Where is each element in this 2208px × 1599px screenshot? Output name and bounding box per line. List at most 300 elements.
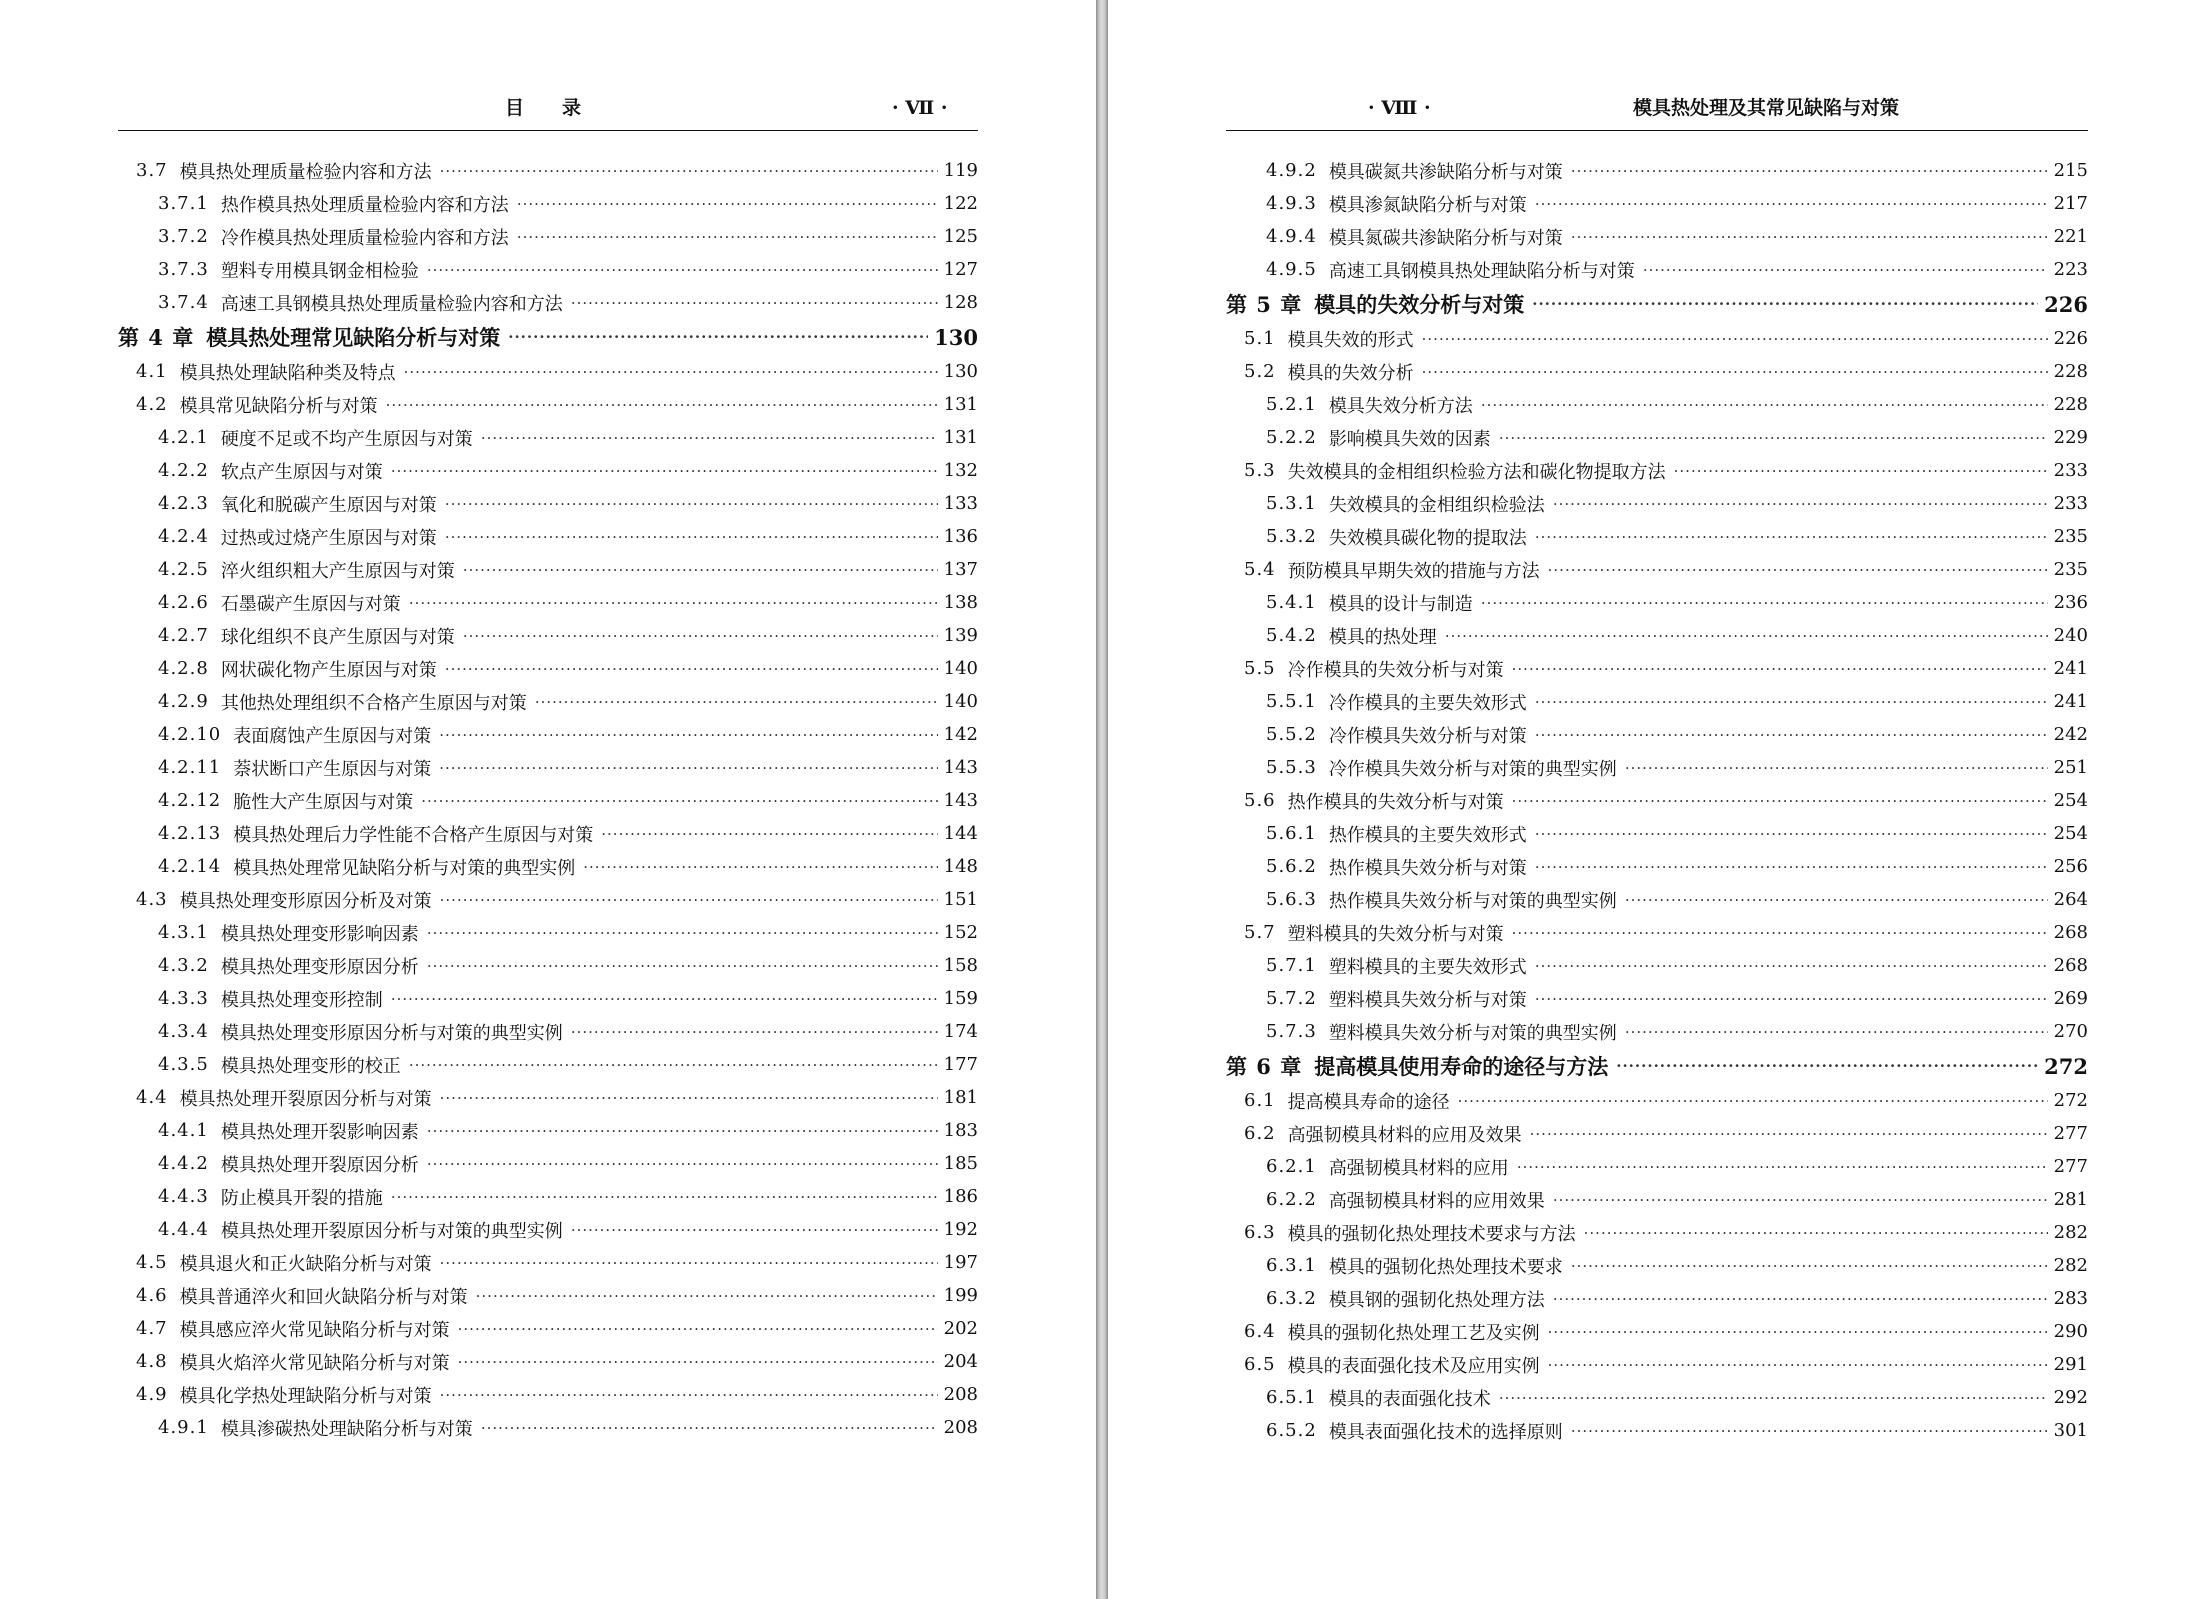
toc-entry[interactable] xyxy=(1226,1084,2088,1117)
toc-dot-leader xyxy=(1481,594,2048,612)
toc-dot-leader xyxy=(476,1287,938,1305)
toc-entry-title: 模具热处理常见缺陷分析与对策 xyxy=(206,325,501,350)
toc-entry[interactable] xyxy=(118,982,978,1015)
right-header-page-number: · Ⅷ · xyxy=(1368,97,1431,119)
toc-entry-page-number: 119 xyxy=(943,160,978,181)
toc-entry-number: 4.2.12 xyxy=(158,790,222,811)
toc-entry-page-number: 290 xyxy=(2053,1321,2088,1342)
toc-entry-page-number: 177 xyxy=(943,1054,978,1075)
toc-entry-number: 4.4.3 xyxy=(158,1186,209,1207)
toc-entry[interactable] xyxy=(118,421,978,454)
toc-entry-page-number: 242 xyxy=(2053,724,2088,745)
toc-entry[interactable] xyxy=(1226,187,2088,220)
left-header-rule xyxy=(118,130,978,131)
toc-entry[interactable] xyxy=(118,619,978,652)
toc-dot-leader xyxy=(440,1254,938,1272)
toc-entry[interactable] xyxy=(1226,751,2088,784)
right-toc-list xyxy=(1226,154,2088,1447)
right-header-rule xyxy=(1226,130,2088,131)
toc-entry-number: 6.5.1 xyxy=(1266,1387,1317,1408)
toc-entry-title: 过热或过烧产生原因与对策 xyxy=(220,527,437,549)
toc-dot-leader xyxy=(1553,1290,2048,1308)
toc-entry-page-number: 241 xyxy=(2053,658,2088,679)
toc-dot-leader xyxy=(409,594,938,612)
toc-entry-number: 4.2.2 xyxy=(158,460,209,481)
toc-entry[interactable] xyxy=(118,1213,978,1246)
toc-entry[interactable] xyxy=(118,916,978,949)
toc-entry[interactable] xyxy=(1226,1282,2088,1315)
toc-entry-page-number: 130 xyxy=(934,324,978,350)
toc-dot-leader xyxy=(427,924,938,942)
toc-entry-title: 模具的强韧化热处理技术要求 xyxy=(1328,1256,1563,1278)
toc-entry[interactable] xyxy=(1226,883,2088,916)
toc-entry[interactable] xyxy=(1226,619,2088,652)
toc-entry-title: 模具失效分析方法 xyxy=(1328,395,1473,417)
toc-entry-title: 萘状断口产生原因与对策 xyxy=(233,758,432,780)
toc-entry-page-number: 281 xyxy=(2053,1189,2088,1210)
toc-entry-number: 5.4.1 xyxy=(1266,592,1317,613)
toc-chapter-entry[interactable] xyxy=(1226,286,2088,322)
toc-entry-title: 高强韧模具材料的应用及效果 xyxy=(1287,1124,1522,1146)
toc-entry-number: 5.1 xyxy=(1244,328,1276,349)
toc-entry-title: 模具热处理变形原因分析 xyxy=(220,956,419,978)
toc-entry-number: 4.5 xyxy=(136,1252,168,1273)
toc-entry-page-number: 183 xyxy=(943,1120,978,1141)
toc-dot-leader xyxy=(1535,825,2048,843)
toc-dot-leader xyxy=(391,990,938,1008)
toc-entry-page-number: 254 xyxy=(2053,823,2088,844)
toc-entry-title: 热作模具热处理质量检验内容和方法 xyxy=(220,194,509,216)
toc-entry-number: 4.6 xyxy=(136,1285,168,1306)
toc-entry[interactable] xyxy=(1226,1216,2088,1249)
toc-entry[interactable] xyxy=(1226,1414,2088,1447)
toc-entry-page-number: 236 xyxy=(2053,592,2088,613)
toc-entry-page-number: 142 xyxy=(943,724,978,745)
toc-chapter-entry[interactable] xyxy=(118,319,978,355)
toc-entry-title: 模具热处理开裂原因分析 xyxy=(220,1154,419,1176)
toc-dot-leader xyxy=(404,363,938,381)
toc-entry-title: 球化组织不良产生原因与对策 xyxy=(220,626,455,648)
toc-dot-leader xyxy=(458,1320,938,1338)
toc-entry-number: 5.7.2 xyxy=(1266,988,1317,1009)
toc-entry-number: 5.7.1 xyxy=(1266,955,1317,976)
toc-entry-title: 塑料专用模具钢金相检验 xyxy=(220,260,419,282)
toc-entry-page-number: 217 xyxy=(2053,193,2088,214)
toc-entry-number: 4.4.4 xyxy=(158,1219,209,1240)
toc-entry[interactable] xyxy=(118,454,978,487)
toc-entry-title: 冷作模具的主要失效形式 xyxy=(1328,692,1527,714)
toc-entry[interactable] xyxy=(118,685,978,718)
toc-dot-leader xyxy=(1625,1023,2048,1041)
toc-entry-page-number: 235 xyxy=(2053,526,2088,547)
toc-dot-leader xyxy=(427,1155,938,1173)
toc-entry-number: 3.7.4 xyxy=(158,292,209,313)
toc-dot-leader xyxy=(1481,396,2048,414)
toc-entry[interactable] xyxy=(1226,1150,2088,1183)
toc-entry-page-number: 136 xyxy=(943,526,978,547)
toc-entry[interactable] xyxy=(1226,487,2088,520)
toc-entry-title: 表面腐蚀产生原因与对策 xyxy=(233,725,432,747)
toc-entry-title: 淬火组织粗大产生原因与对策 xyxy=(220,560,455,582)
toc-dot-leader xyxy=(440,162,938,180)
toc-entry[interactable] xyxy=(1226,1381,2088,1414)
toc-entry[interactable] xyxy=(1226,784,2088,817)
toc-entry[interactable] xyxy=(1226,253,2088,286)
toc-entry-number: 5.4.2 xyxy=(1266,625,1317,646)
toc-dot-leader xyxy=(1625,891,2048,909)
toc-entry-number: 6.3.1 xyxy=(1266,1255,1317,1276)
toc-entry-title: 高强韧模具材料的应用效果 xyxy=(1328,1190,1545,1212)
toc-entry-page-number: 143 xyxy=(943,790,978,811)
toc-entry-number: 6.3 xyxy=(1244,1222,1276,1243)
toc-dot-leader xyxy=(1548,561,2048,579)
toc-entry[interactable] xyxy=(118,949,978,982)
toc-entry-number: 6.5 xyxy=(1244,1354,1276,1375)
toc-entry[interactable] xyxy=(1226,322,2088,355)
toc-entry-page-number: 139 xyxy=(943,625,978,646)
toc-entry-page-number: 131 xyxy=(943,394,978,415)
toc-entry[interactable] xyxy=(1226,388,2088,421)
toc-entry-title: 冷作模具失效分析与对策 xyxy=(1328,725,1527,747)
left-toc-list xyxy=(118,154,978,1444)
toc-entry-number: 5.2 xyxy=(1244,361,1276,382)
toc-dot-leader xyxy=(445,495,938,513)
toc-dot-leader xyxy=(583,858,937,876)
toc-entry-number: 3.7.3 xyxy=(158,259,209,280)
toc-entry-page-number: 282 xyxy=(2053,1255,2088,1276)
toc-entry[interactable] xyxy=(118,1180,978,1213)
toc-entry[interactable] xyxy=(1226,1249,2088,1282)
toc-entry-number: 4.2.8 xyxy=(158,658,209,679)
toc-entry-number: 5.6.3 xyxy=(1266,889,1317,910)
toc-entry-title: 网状碳化物产生原因与对策 xyxy=(220,659,437,681)
toc-entry-title: 模具的强韧化热处理工艺及实例 xyxy=(1287,1322,1540,1344)
toc-entry-page-number: 148 xyxy=(943,856,978,877)
toc-entry-number: 4.2.11 xyxy=(158,757,222,778)
toc-entry-title: 塑料模具的主要失效形式 xyxy=(1328,956,1527,978)
toc-dot-leader xyxy=(1571,162,2048,180)
toc-entry[interactable] xyxy=(118,1312,978,1345)
toc-dot-leader xyxy=(1616,1057,2038,1075)
toc-entry-page-number: 241 xyxy=(2053,691,2088,712)
toc-entry-title: 模具表面强化技术的选择原则 xyxy=(1328,1421,1563,1443)
toc-entry-number: 4.2.6 xyxy=(158,592,209,613)
toc-dot-leader xyxy=(1422,363,2048,381)
toc-dot-leader xyxy=(1535,858,2048,876)
toc-entry[interactable] xyxy=(118,883,978,916)
toc-dot-leader xyxy=(571,1023,938,1041)
toc-entry[interactable] xyxy=(118,850,978,883)
toc-entry-number: 6.2.2 xyxy=(1266,1189,1317,1210)
toc-entry[interactable] xyxy=(1226,220,2088,253)
toc-entry-page-number: 185 xyxy=(943,1153,978,1174)
toc-entry-number: 5.7 xyxy=(1244,922,1276,943)
toc-entry-page-number: 229 xyxy=(2053,427,2088,448)
toc-dot-leader xyxy=(1571,228,2048,246)
toc-dot-leader xyxy=(1625,759,2048,777)
toc-dot-leader xyxy=(481,429,938,447)
toc-entry-title: 模具的设计与制造 xyxy=(1328,593,1473,615)
toc-dot-leader xyxy=(427,261,938,279)
toc-entry-number: 6.1 xyxy=(1244,1090,1276,1111)
toc-entry-page-number: 159 xyxy=(943,988,978,1009)
toc-entry[interactable] xyxy=(118,1081,978,1114)
toc-entry-number: 5.6.2 xyxy=(1266,856,1317,877)
toc-dot-leader xyxy=(1532,295,2038,313)
toc-entry-page-number: 240 xyxy=(2053,625,2088,646)
toc-entry-title: 硬度不足或不均产生原因与对策 xyxy=(220,428,473,450)
toc-entry-page-number: 174 xyxy=(943,1021,978,1042)
toc-entry-number: 4.3.4 xyxy=(158,1021,209,1042)
toc-entry-number: 4.4.2 xyxy=(158,1153,209,1174)
toc-entry-page-number: 233 xyxy=(2053,460,2088,481)
toc-entry-number: 5.2.2 xyxy=(1266,427,1317,448)
toc-entry-title: 模具热处理变形控制 xyxy=(220,989,383,1011)
toc-entry[interactable] xyxy=(118,718,978,751)
toc-entry-page-number: 226 xyxy=(2044,291,2088,317)
toc-entry-page-number: 282 xyxy=(2053,1222,2088,1243)
toc-entry-number: 3.7.1 xyxy=(158,193,209,214)
toc-entry[interactable] xyxy=(118,586,978,619)
toc-entry-page-number: 301 xyxy=(2053,1420,2088,1441)
toc-entry-title: 冷作模具的失效分析与对策 xyxy=(1287,659,1504,681)
toc-dot-leader xyxy=(463,561,938,579)
toc-dot-leader xyxy=(1535,726,2048,744)
toc-entry-number: 3.7 xyxy=(136,160,168,181)
toc-entry[interactable] xyxy=(118,520,978,553)
toc-entry-page-number: 186 xyxy=(943,1186,978,1207)
left-page-header xyxy=(120,94,980,122)
toc-entry-page-number: 151 xyxy=(943,889,978,910)
toc-entry-page-number: 291 xyxy=(2053,1354,2088,1375)
toc-entry-page-number: 277 xyxy=(2053,1156,2088,1177)
toc-entry-page-number: 128 xyxy=(943,292,978,313)
toc-dot-leader xyxy=(409,1056,938,1074)
toc-entry-page-number: 269 xyxy=(2053,988,2088,1009)
toc-dot-leader xyxy=(1535,693,2048,711)
toc-entry-page-number: 158 xyxy=(943,955,978,976)
toc-entry-title: 防止模具开裂的措施 xyxy=(220,1187,383,1209)
toc-entry-page-number: 140 xyxy=(943,658,978,679)
toc-entry[interactable] xyxy=(1226,916,2088,949)
toc-entry[interactable] xyxy=(118,253,978,286)
toc-entry-title: 模具热处理变形原因分析及对策 xyxy=(179,890,432,912)
toc-entry-number: 4.2.7 xyxy=(158,625,209,646)
toc-entry-title: 石墨碳产生原因与对策 xyxy=(220,593,401,615)
toc-entry[interactable] xyxy=(1226,1183,2088,1216)
toc-dot-leader xyxy=(440,891,938,909)
toc-entry-title: 模具感应淬火常见缺陷分析与对策 xyxy=(179,1319,450,1341)
book-gutter xyxy=(1096,0,1108,1599)
right-page-header xyxy=(1228,94,2088,122)
toc-dot-leader xyxy=(1535,528,2048,546)
toc-dot-leader xyxy=(463,627,938,645)
toc-entry[interactable] xyxy=(1226,1015,2088,1048)
toc-entry-number: 5.7.3 xyxy=(1266,1021,1317,1042)
toc-entry[interactable] xyxy=(118,652,978,685)
toc-entry[interactable] xyxy=(1226,718,2088,751)
toc-entry-number: 4.2.9 xyxy=(158,691,209,712)
toc-entry-number: 6.2.1 xyxy=(1266,1156,1317,1177)
toc-entry[interactable] xyxy=(1226,1348,2088,1381)
toc-dot-leader xyxy=(1458,1092,2048,1110)
toc-dot-leader xyxy=(1548,1356,2048,1374)
toc-entry-title: 提高模具使用寿命的途径与方法 xyxy=(1314,1054,1609,1079)
toc-entry-page-number: 138 xyxy=(943,592,978,613)
toc-dot-leader xyxy=(1422,330,2048,348)
toc-entry-page-number: 226 xyxy=(2053,328,2088,349)
toc-entry-title: 模具的强韧化热处理技术要求与方法 xyxy=(1287,1223,1576,1245)
toc-dot-leader xyxy=(1512,660,2048,678)
toc-entry[interactable] xyxy=(118,220,978,253)
toc-entry-title: 模具普通淬火和回火缺陷分析与对策 xyxy=(179,1286,468,1308)
toc-entry-number: 4.9.4 xyxy=(1266,226,1317,247)
toc-entry-title: 模具热处理开裂原因分析与对策的典型实例 xyxy=(220,1220,563,1242)
toc-entry[interactable] xyxy=(118,1015,978,1048)
toc-entry[interactable] xyxy=(1226,685,2088,718)
toc-entry-title: 模具热处理变形影响因素 xyxy=(220,923,419,945)
toc-entry-title: 其他热处理组织不合格产生原因与对策 xyxy=(220,692,527,714)
toc-entry-page-number: 228 xyxy=(2053,361,2088,382)
toc-dot-leader xyxy=(427,1122,938,1140)
right-header-title: 模具热处理及其常见缺陷与对策 xyxy=(1633,97,1900,119)
toc-entry-number: 4.2.14 xyxy=(158,856,222,877)
toc-entry[interactable] xyxy=(118,286,978,319)
toc-entry-title: 失效模具的金相组织检验方法和碳化物提取方法 xyxy=(1287,461,1666,483)
toc-entry-title: 模具渗氮缺陷分析与对策 xyxy=(1328,194,1527,216)
toc-dot-leader xyxy=(1499,1389,2048,1407)
toc-entry-page-number: 202 xyxy=(943,1318,978,1339)
toc-dot-leader xyxy=(1535,957,2048,975)
toc-entry[interactable] xyxy=(118,1411,978,1444)
toc-entry-page-number: 125 xyxy=(943,226,978,247)
toc-entry-page-number: 192 xyxy=(943,1219,978,1240)
toc-entry-page-number: 127 xyxy=(943,259,978,280)
toc-entry-number: 5.5.3 xyxy=(1266,757,1317,778)
toc-entry[interactable] xyxy=(1226,817,2088,850)
toc-entry-title: 模具热处理后力学性能不合格产生原因与对策 xyxy=(233,824,594,846)
toc-dot-leader xyxy=(427,957,938,975)
toc-entry-page-number: 144 xyxy=(943,823,978,844)
toc-entry-number: 4.7 xyxy=(136,1318,168,1339)
toc-entry-title: 预防模具早期失效的措施与方法 xyxy=(1287,560,1540,582)
toc-entry[interactable] xyxy=(118,1378,978,1411)
toc-entry[interactable] xyxy=(118,355,978,388)
toc-entry[interactable] xyxy=(118,487,978,520)
toc-entry[interactable] xyxy=(1226,553,2088,586)
toc-entry-number: 6.4 xyxy=(1244,1321,1276,1342)
toc-entry-title: 失效模具碳化物的提取法 xyxy=(1328,527,1527,549)
toc-entry[interactable] xyxy=(1226,586,2088,619)
toc-entry[interactable] xyxy=(118,1345,978,1378)
toc-dot-leader xyxy=(1530,1125,2048,1143)
toc-entry[interactable] xyxy=(1226,1117,2088,1150)
toc-dot-leader xyxy=(440,1386,938,1404)
toc-entry-number: 4.2.1 xyxy=(158,427,209,448)
toc-entry[interactable] xyxy=(118,1048,978,1081)
toc-entry[interactable] xyxy=(118,388,978,421)
toc-dot-leader xyxy=(439,759,937,777)
toc-entry-page-number: 199 xyxy=(943,1285,978,1306)
toc-entry[interactable] xyxy=(118,1279,978,1312)
toc-entry[interactable] xyxy=(1226,154,2088,187)
right-page xyxy=(1108,0,2208,1599)
toc-entry[interactable] xyxy=(1226,652,2088,685)
toc-entry-number: 4.2 xyxy=(136,394,168,415)
toc-dot-leader xyxy=(1512,924,2048,942)
toc-entry-title: 塑料模具的失效分析与对策 xyxy=(1287,923,1504,945)
toc-entry[interactable] xyxy=(1226,421,2088,454)
toc-entry-page-number: 277 xyxy=(2053,1123,2088,1144)
toc-entry[interactable] xyxy=(1226,520,2088,553)
toc-entry-title: 软点产生原因与对策 xyxy=(220,461,383,483)
toc-entry-number: 4.3.3 xyxy=(158,988,209,1009)
toc-dot-leader xyxy=(439,726,937,744)
toc-entry-title: 热作模具的失效分析与对策 xyxy=(1287,791,1504,813)
toc-dot-leader xyxy=(445,660,938,678)
toc-entry[interactable] xyxy=(118,1246,978,1279)
toc-entry-page-number: 181 xyxy=(943,1087,978,1108)
toc-dot-leader xyxy=(1553,1191,2048,1209)
toc-entry-page-number: 264 xyxy=(2053,889,2088,910)
toc-entry-title: 模具碳氮共渗缺陷分析与对策 xyxy=(1328,161,1563,183)
toc-entry-number: 4.9.3 xyxy=(1266,193,1317,214)
toc-entry-page-number: 131 xyxy=(943,427,978,448)
toc-entry[interactable] xyxy=(118,1114,978,1147)
toc-entry-number: 5.6.1 xyxy=(1266,823,1317,844)
toc-entry-page-number: 208 xyxy=(943,1384,978,1405)
toc-entry[interactable] xyxy=(118,553,978,586)
toc-entry-title: 热作模具的主要失效形式 xyxy=(1328,824,1527,846)
toc-entry[interactable] xyxy=(118,187,978,220)
toc-entry[interactable] xyxy=(1226,949,2088,982)
toc-entry-number: 第 5 章 xyxy=(1226,292,1303,317)
toc-entry[interactable] xyxy=(118,154,978,187)
toc-dot-leader xyxy=(535,693,938,711)
toc-entry[interactable] xyxy=(118,751,978,784)
toc-entry-number: 5.4 xyxy=(1244,559,1276,580)
toc-entry-page-number: 152 xyxy=(943,922,978,943)
toc-entry[interactable] xyxy=(1226,982,2088,1015)
toc-entry-page-number: 268 xyxy=(2053,922,2088,943)
toc-entry-title: 模具火焰淬火常见缺陷分析与对策 xyxy=(179,1352,450,1374)
toc-dot-leader xyxy=(1535,990,2048,1008)
toc-entry[interactable] xyxy=(1226,1315,2088,1348)
toc-chapter-entry[interactable] xyxy=(1226,1048,2088,1084)
toc-entry-page-number: 221 xyxy=(2053,226,2088,247)
toc-entry-number: 4.9.5 xyxy=(1266,259,1317,280)
toc-entry-number: 第 6 章 xyxy=(1226,1054,1303,1079)
toc-entry[interactable] xyxy=(118,1147,978,1180)
toc-dot-leader xyxy=(481,1419,938,1437)
toc-dot-leader xyxy=(571,1221,938,1239)
toc-entry[interactable] xyxy=(1226,355,2088,388)
toc-entry-page-number: 228 xyxy=(2053,394,2088,415)
toc-dot-leader xyxy=(1584,1224,2048,1242)
toc-entry-title: 模具热处理开裂原因分析与对策 xyxy=(179,1088,432,1110)
toc-entry-page-number: 256 xyxy=(2053,856,2088,877)
toc-entry-number: 4.4.1 xyxy=(158,1120,209,1141)
toc-entry-page-number: 254 xyxy=(2053,790,2088,811)
toc-entry[interactable] xyxy=(118,817,978,850)
toc-entry[interactable] xyxy=(1226,454,2088,487)
toc-dot-leader xyxy=(1445,627,2048,645)
toc-entry[interactable] xyxy=(118,784,978,817)
toc-entry[interactable] xyxy=(1226,850,2088,883)
left-page xyxy=(0,0,1096,1599)
toc-entry-page-number: 140 xyxy=(943,691,978,712)
toc-entry-page-number: 233 xyxy=(2053,493,2088,514)
